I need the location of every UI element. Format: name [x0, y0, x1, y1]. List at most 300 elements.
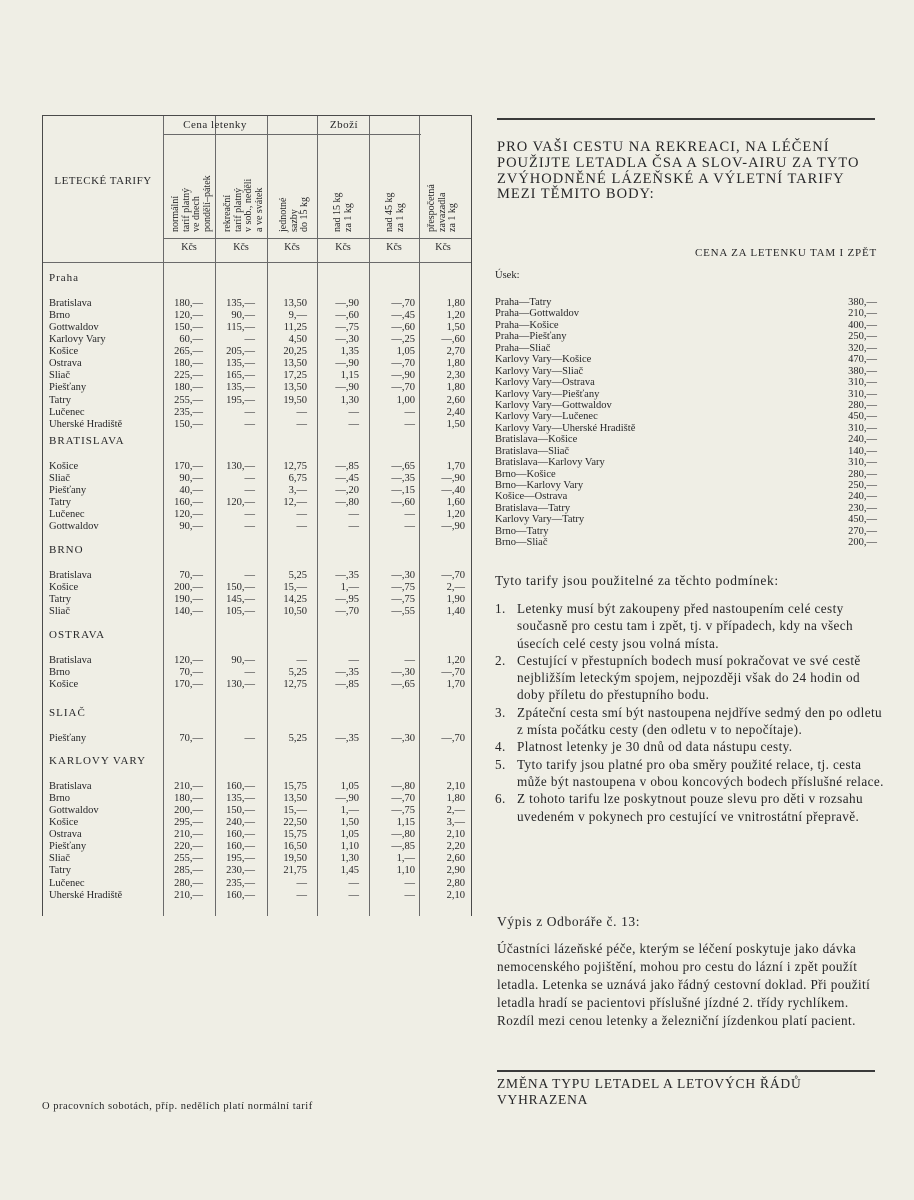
freight-over-45-cell: —,70 [391, 298, 415, 309]
normal-fare-cell: 70,— [179, 733, 203, 744]
destination-cell: Košice [49, 679, 79, 691]
conditions-list [495, 600, 885, 825]
table-row [43, 419, 471, 431]
route-row [495, 423, 877, 434]
recreation-fare-cell: 90,— [231, 310, 255, 322]
freight-over-45-cell: —,90 [391, 370, 415, 382]
destination-cell: Ostrava [49, 829, 82, 841]
excess-baggage-cell: —,70 [441, 667, 465, 679]
freight-flat-cell: — [296, 418, 307, 430]
col-head-excess-baggage: přespočetná zavazadla za 1 kg [426, 184, 458, 232]
excess-baggage-cell: 3,— [446, 817, 465, 829]
freight-over-15-cell: —,90 [335, 793, 359, 805]
freight-over-15-cell: 1,05 [340, 829, 359, 841]
recreation-fare-cell: 230,— [226, 865, 255, 877]
normal-fare-cell: 225,— [174, 370, 203, 382]
table-row [43, 667, 471, 679]
footnote: O pracovních sobotách, příp. nedělích platí normální tarif [42, 1101, 313, 1112]
freight-flat-cell: 15,75 [283, 829, 307, 841]
route-price: 450,— [848, 514, 877, 526]
excess-baggage-cell: 1,80 [446, 382, 465, 394]
excess-baggage-cell: 2,30 [446, 370, 465, 382]
table-row [43, 461, 471, 473]
route-row [495, 320, 877, 331]
excess-baggage-cell: 2,— [446, 582, 465, 594]
header-rule [163, 238, 471, 239]
destination-cell: Sliač [49, 370, 70, 382]
excess-baggage-cell: 1,50 [446, 322, 465, 334]
table-row [43, 370, 471, 382]
recreation-fare-cell: — [244, 521, 255, 533]
col-head-normal-tariff: normální tarif platný ve dnech pondělí–pátek [170, 175, 213, 232]
route-name: Karlovy Vary—Lučenec [495, 411, 598, 423]
change-notice: ZMĚNA TYPU LETADEL A LETOVÝCH ŘÁDŮ VYHRAZENA [497, 1076, 802, 1107]
destination-cell: Košice [49, 817, 79, 829]
destination-cell: Bratislava [49, 298, 92, 309]
freight-flat-cell: 13,50 [283, 358, 307, 370]
normal-fare-cell: 255,— [174, 394, 203, 406]
freight-flat-cell: 17,25 [283, 370, 307, 382]
section-heading: SLIAČ [49, 707, 86, 719]
normal-fare-cell: 210,— [174, 889, 203, 901]
freight-flat-cell: — [296, 877, 307, 889]
freight-over-15-cell: 1,30 [340, 853, 359, 865]
freight-flat-cell: 19,50 [283, 853, 307, 865]
route-price: 380,— [848, 365, 877, 377]
section-heading: KARLOVY VARY [49, 755, 147, 767]
route-row [495, 331, 877, 342]
freight-over-15-cell: —,35 [335, 667, 359, 679]
table-row [43, 473, 471, 485]
group-header-goods: Zboží [329, 119, 359, 131]
normal-fare-cell: 210,— [174, 829, 203, 841]
freight-flat-cell: — [296, 509, 307, 521]
recreation-fare-cell: 135,— [226, 298, 255, 309]
excerpt-title: Výpis z Odboráře č. 13: [497, 914, 641, 929]
excess-baggage-cell: —,70 [441, 733, 465, 744]
excess-baggage-cell: —,70 [441, 570, 465, 581]
condition-item [495, 790, 885, 825]
normal-fare-cell: 180,— [174, 358, 203, 370]
normal-fare-cell: 90,— [179, 473, 203, 485]
normal-fare-cell: 150,— [174, 322, 203, 334]
route-row [495, 377, 877, 388]
freight-over-45-cell: —,15 [391, 485, 415, 497]
route-name: Praha—Piešťany [495, 331, 567, 343]
route-name: Bratislava—Košice [495, 434, 578, 446]
freight-over-15-cell: — [348, 406, 359, 418]
table-row [43, 841, 471, 853]
excess-baggage-cell: 2,10 [446, 889, 465, 901]
freight-over-45-cell: — [404, 406, 415, 418]
route-price: 230,— [848, 502, 877, 514]
route-price: 240,— [848, 434, 877, 446]
normal-fare-cell: 70,— [179, 570, 203, 581]
conditions-intro: Tyto tarify jsou použitelné za těchto podmínek: [495, 573, 779, 588]
normal-fare-cell: 90,— [179, 521, 203, 533]
destination-cell: Tatry [49, 594, 72, 606]
route-price: 310,— [848, 388, 877, 400]
freight-flat-cell: 13,50 [283, 382, 307, 394]
normal-fare-cell: 255,— [174, 853, 203, 865]
route-price: 250,— [848, 331, 877, 343]
col-head-over-45kg: nad 45 kg za 1 kg [384, 192, 406, 232]
recreation-fare-cell: 160,— [226, 841, 255, 853]
table-row [43, 310, 471, 322]
recreation-fare-cell: 160,— [226, 829, 255, 841]
condition-text: Platnost letenky je 30 dnů od data nástupu cesty. [517, 739, 793, 755]
excess-baggage-cell: 1,20 [446, 655, 465, 666]
col-head-recreation-tariff: rekreační tarif platný v sob., neděli a ve svátek [222, 178, 265, 232]
excess-baggage-cell: 1,80 [446, 793, 465, 805]
recreation-fare-cell: — [244, 509, 255, 521]
destination-cell: Brno [49, 667, 70, 679]
excess-baggage-cell: 1,40 [446, 606, 465, 618]
freight-over-45-cell: — [404, 521, 415, 533]
table-row [43, 485, 471, 497]
bottom-rule [497, 1070, 875, 1072]
normal-fare-cell: 180,— [174, 382, 203, 394]
destination-cell: Piešťany [49, 733, 87, 744]
freight-over-15-cell: 1,10 [340, 841, 359, 853]
excess-baggage-cell: —,60 [441, 334, 465, 346]
freight-over-15-cell: —,60 [335, 310, 359, 322]
excess-baggage-cell: 1,80 [446, 358, 465, 370]
table-row [43, 395, 471, 407]
route-price: 140,— [848, 445, 877, 457]
recreation-fare-cell: 90,— [231, 655, 255, 666]
freight-flat-cell: 14,25 [283, 594, 307, 606]
normal-fare-cell: 190,— [174, 594, 203, 606]
route-price: 250,— [848, 480, 877, 491]
destination-cell: Gottwaldov [49, 521, 99, 533]
route-name: Karlovy Vary—Uherské Hradiště [495, 422, 636, 434]
freight-flat-cell: 12,75 [283, 461, 307, 472]
normal-fare-cell: 120,— [174, 655, 203, 666]
route-name: Brno—Košice [495, 468, 556, 480]
recreation-fare-cell: 195,— [226, 853, 255, 865]
route-row [495, 446, 877, 457]
recreation-fare-cell: — [244, 485, 255, 497]
freight-over-45-cell: 1,— [396, 853, 415, 865]
excess-baggage-cell: 1,20 [446, 509, 465, 521]
condition-number: 2. [495, 652, 506, 668]
freight-over-45-cell: —,30 [391, 667, 415, 679]
route-price: 320,— [848, 342, 877, 354]
table-row [43, 890, 471, 902]
freight-over-45-cell: —,45 [391, 310, 415, 322]
section-heading: BRNO [49, 544, 84, 556]
recreation-fare-cell: 135,— [226, 793, 255, 805]
destination-cell: Košice [49, 582, 79, 594]
route-price: 280,— [848, 399, 877, 411]
normal-fare-cell: 295,— [174, 817, 203, 829]
excess-baggage-cell: 2,10 [446, 781, 465, 792]
route-row [495, 343, 877, 354]
freight-over-45-cell: 1,10 [396, 865, 415, 877]
table-row [43, 582, 471, 594]
freight-over-45-cell: 1,00 [396, 394, 415, 406]
route-row [495, 400, 877, 411]
destination-cell: Brno [49, 310, 70, 322]
freight-flat-cell: 15,75 [283, 781, 307, 792]
freight-over-15-cell: —,45 [335, 473, 359, 485]
route-price: 310,— [848, 457, 877, 469]
destination-cell: Piešťany [49, 485, 87, 497]
normal-fare-cell: 150,— [174, 418, 203, 430]
section-heading: Praha [49, 272, 80, 284]
freight-over-15-cell: —,35 [335, 733, 359, 744]
header-rule [43, 262, 471, 263]
route-name: Bratislava—Karlovy Vary [495, 457, 605, 469]
destination-cell: Piešťany [49, 841, 87, 853]
recreation-fare-cell: 105,— [226, 606, 255, 618]
route-name: Karlovy Vary—Tatry [495, 514, 585, 526]
route-name: Brno—Tatry [495, 525, 549, 537]
route-price: 450,— [848, 411, 877, 423]
route-name: Bratislava—Tatry [495, 502, 571, 514]
recreation-fare-cell: 150,— [226, 582, 255, 594]
table-row [43, 521, 471, 533]
recreation-fare-cell: 160,— [226, 781, 255, 792]
destination-cell: Sliač [49, 853, 70, 865]
route-row [495, 469, 877, 480]
freight-flat-cell: 5,25 [288, 570, 307, 581]
condition-text: Z tohoto tarifu lze poskytnout pouze slevu pro děti v rozsahu uvedeném v pokynech pro cestující ve vnitrostátní přepravě. [517, 791, 863, 824]
freight-over-45-cell: —,75 [391, 594, 415, 606]
freight-flat-cell: 22,50 [283, 817, 307, 829]
table-row [43, 497, 471, 509]
promo-title: PRO VAŠI CESTU NA REKREACI, NA LÉČENÍ POUŽIJTE LETADLA ČSA A SLOV-AIRU ZA TYTO ZVÝHODNĚNÉ LÁZEŇSKÉ A VÝLETNÍ TARIFY MEZI TĚMITO BODY: [497, 139, 860, 203]
freight-over-15-cell: — [348, 889, 359, 901]
recreation-fare-cell: — [244, 570, 255, 581]
table-row [43, 679, 471, 691]
route-row [495, 366, 877, 377]
destination-cell: Brno [49, 793, 70, 805]
route-price: 240,— [848, 491, 877, 503]
route-name: Karlovy Vary—Košice [495, 354, 592, 366]
currency-label: Kčs [335, 242, 351, 253]
normal-fare-cell: 200,— [174, 582, 203, 594]
normal-fare-cell: 120,— [174, 310, 203, 322]
excess-baggage-cell: 2,80 [446, 877, 465, 889]
normal-fare-cell: 70,— [179, 667, 203, 679]
destination-cell: Košice [49, 346, 79, 358]
freight-over-45-cell: — [404, 509, 415, 521]
freight-over-45-cell: —,60 [391, 322, 415, 334]
normal-fare-cell: 200,— [174, 805, 203, 817]
recreation-fare-cell: — [244, 418, 255, 430]
excess-baggage-cell: 2,10 [446, 829, 465, 841]
excess-baggage-cell: 2,40 [446, 406, 465, 418]
route-row [495, 389, 877, 400]
route-price: 200,— [848, 537, 877, 549]
table-row [43, 407, 471, 419]
table-title: LETECKÉ TARIFY [54, 175, 152, 187]
freight-flat-cell: 12,75 [283, 679, 307, 691]
route-price: 280,— [848, 468, 877, 480]
excess-baggage-cell: 2,20 [446, 841, 465, 853]
freight-over-45-cell: — [404, 889, 415, 901]
excess-baggage-cell: 1,50 [446, 418, 465, 430]
table-row [43, 358, 471, 370]
freight-flat-cell: — [296, 406, 307, 418]
route-price-list [495, 297, 877, 549]
route-row [495, 411, 877, 422]
route-name: Brno—Karlovy Vary [495, 480, 584, 491]
recreation-fare-cell: 205,— [226, 346, 255, 358]
freight-over-15-cell: 1,— [340, 582, 359, 594]
normal-fare-cell: 285,— [174, 865, 203, 877]
condition-number: 5. [495, 756, 506, 772]
freight-over-45-cell: —,80 [391, 829, 415, 841]
destination-cell: Tatry [49, 394, 72, 406]
price-column-head: CENA ZA LETENKU TAM I ZPĚT [695, 247, 877, 259]
excess-baggage-cell: 1,60 [446, 497, 465, 509]
destination-cell: Uherské Hradiště [49, 418, 123, 430]
destination-cell: Sliač [49, 473, 70, 485]
freight-over-45-cell: —,75 [391, 582, 415, 594]
recreation-fare-cell: 115,— [226, 322, 255, 334]
destination-cell: Gottwaldov [49, 805, 99, 817]
freight-flat-cell: 9,— [288, 310, 307, 322]
route-name: Karlovy Vary—Piešťany [495, 388, 600, 400]
normal-fare-cell: 220,— [174, 841, 203, 853]
normal-fare-cell: 210,— [174, 781, 203, 792]
route-row [495, 537, 877, 548]
freight-flat-cell: 13,50 [283, 793, 307, 805]
destination-cell: Bratislava [49, 570, 92, 581]
route-name: Praha—Gottwaldov [495, 308, 579, 320]
recreation-fare-cell: — [244, 406, 255, 418]
route-name: Brno—Sliač [495, 537, 548, 549]
recreation-fare-cell: 240,— [226, 817, 255, 829]
freight-flat-cell: 5,25 [288, 667, 307, 679]
freight-over-15-cell: — [348, 509, 359, 521]
currency-label: Kčs [233, 242, 249, 253]
freight-flat-cell: 4,50 [288, 334, 307, 346]
normal-fare-cell: 140,— [174, 606, 203, 618]
destination-cell: Sliač [49, 606, 70, 618]
table-row [43, 781, 471, 793]
table-row [43, 655, 471, 667]
excess-baggage-cell: 2,60 [446, 394, 465, 406]
destination-cell: Gottwaldov [49, 322, 99, 334]
freight-over-45-cell: — [404, 655, 415, 666]
table-row [43, 346, 471, 358]
table-row [43, 805, 471, 817]
freight-flat-cell: 15,— [283, 805, 307, 817]
freight-over-15-cell: 1,50 [340, 817, 359, 829]
route-name: Praha—Tatry [495, 297, 552, 308]
excess-baggage-cell: 2,90 [446, 865, 465, 877]
excess-baggage-cell: —,40 [441, 485, 465, 497]
freight-over-45-cell: —,75 [391, 805, 415, 817]
recreation-fare-cell: 235,— [226, 877, 255, 889]
destination-cell: Lučenec [49, 509, 85, 521]
freight-flat-cell: — [296, 521, 307, 533]
section-heading: OSTRAVA [49, 629, 106, 641]
excess-baggage-cell: 1,70 [446, 679, 465, 691]
fare-table [42, 115, 472, 916]
condition-number: 1. [495, 601, 506, 616]
condition-item [495, 652, 885, 704]
freight-over-15-cell: 1,45 [340, 865, 359, 877]
freight-over-45-cell: —,35 [391, 473, 415, 485]
group-header-tickets: Cena letenky [183, 119, 247, 131]
destination-cell: Tatry [49, 865, 72, 877]
route-name: Karlovy Vary—Ostrava [495, 377, 595, 389]
table-row [43, 878, 471, 890]
freight-over-45-cell: — [404, 877, 415, 889]
recreation-fare-cell: 195,— [226, 394, 255, 406]
destination-cell: Piešťany [49, 382, 87, 394]
destination-cell: Lučenec [49, 877, 85, 889]
recreation-fare-cell: 150,— [226, 805, 255, 817]
section-heading: BRATISLAVA [49, 435, 125, 447]
destination-cell: Uherské Hradiště [49, 889, 123, 901]
excess-baggage-cell: 1,80 [446, 298, 465, 309]
freight-flat-cell: 19,50 [283, 394, 307, 406]
recreation-fare-cell: 135,— [226, 358, 255, 370]
condition-item [495, 704, 885, 739]
freight-flat-cell: 11,25 [283, 322, 307, 334]
col-head-over-15kg: nad 15 kg za 1 kg [332, 192, 354, 232]
recreation-fare-cell: 130,— [226, 461, 255, 472]
table-row [43, 733, 471, 745]
freight-flat-cell: 10,50 [283, 606, 307, 618]
freight-over-15-cell: —,70 [335, 606, 359, 618]
table-row [43, 817, 471, 829]
excerpt-body: Účastníci lázeňské péče, kterým se léčení poskytuje jako dávka nemocenského pojištění, mohou pro cestu do lázní i zpět použít letadla. Letenka se uznává jako řádný cestovní doklad. Při použití letadla hradí se pacientovi příslušné jízdné 2. třídy rychlíkem. Rozdíl mezi cenou letenky a železniční jízdenkou platí pacient. [497, 941, 871, 1028]
excess-baggage-cell: 1,90 [446, 594, 465, 606]
table-row [43, 853, 471, 865]
freight-over-15-cell: — [348, 877, 359, 889]
freight-flat-cell: 13,50 [283, 298, 307, 309]
recreation-fare-cell: — [244, 733, 255, 744]
excess-baggage-cell: 1,70 [446, 461, 465, 472]
freight-over-45-cell: —,25 [391, 334, 415, 346]
freight-over-45-cell: —,30 [391, 570, 415, 581]
destination-cell: Bratislava [49, 655, 92, 666]
route-row [495, 491, 877, 502]
recreation-fare-cell: 160,— [226, 889, 255, 901]
freight-over-15-cell: 1,15 [340, 370, 359, 382]
freight-flat-cell: 5,25 [288, 733, 307, 744]
table-row [43, 606, 471, 618]
currency-label: Kčs [284, 242, 300, 253]
freight-over-15-cell: —,85 [335, 461, 359, 472]
freight-over-15-cell: —,95 [335, 594, 359, 606]
freight-over-15-cell: —,30 [335, 334, 359, 346]
destination-cell: Ostrava [49, 358, 82, 370]
condition-item [495, 738, 885, 755]
condition-number: 4. [495, 739, 506, 755]
table-row [43, 298, 471, 310]
route-row [495, 354, 877, 365]
freight-flat-cell: 3,— [288, 485, 307, 497]
normal-fare-cell: 265,— [174, 346, 203, 358]
freight-flat-cell: — [296, 655, 307, 666]
excess-baggage-cell: 2,70 [446, 346, 465, 358]
normal-fare-cell: 170,— [174, 461, 203, 472]
normal-fare-cell: 235,— [174, 406, 203, 418]
freight-over-15-cell: —,75 [335, 322, 359, 334]
destination-cell: Tatry [49, 497, 72, 509]
freight-over-15-cell: —,20 [335, 485, 359, 497]
route-price: 380,— [848, 297, 877, 308]
recreation-fare-cell: — [244, 334, 255, 346]
